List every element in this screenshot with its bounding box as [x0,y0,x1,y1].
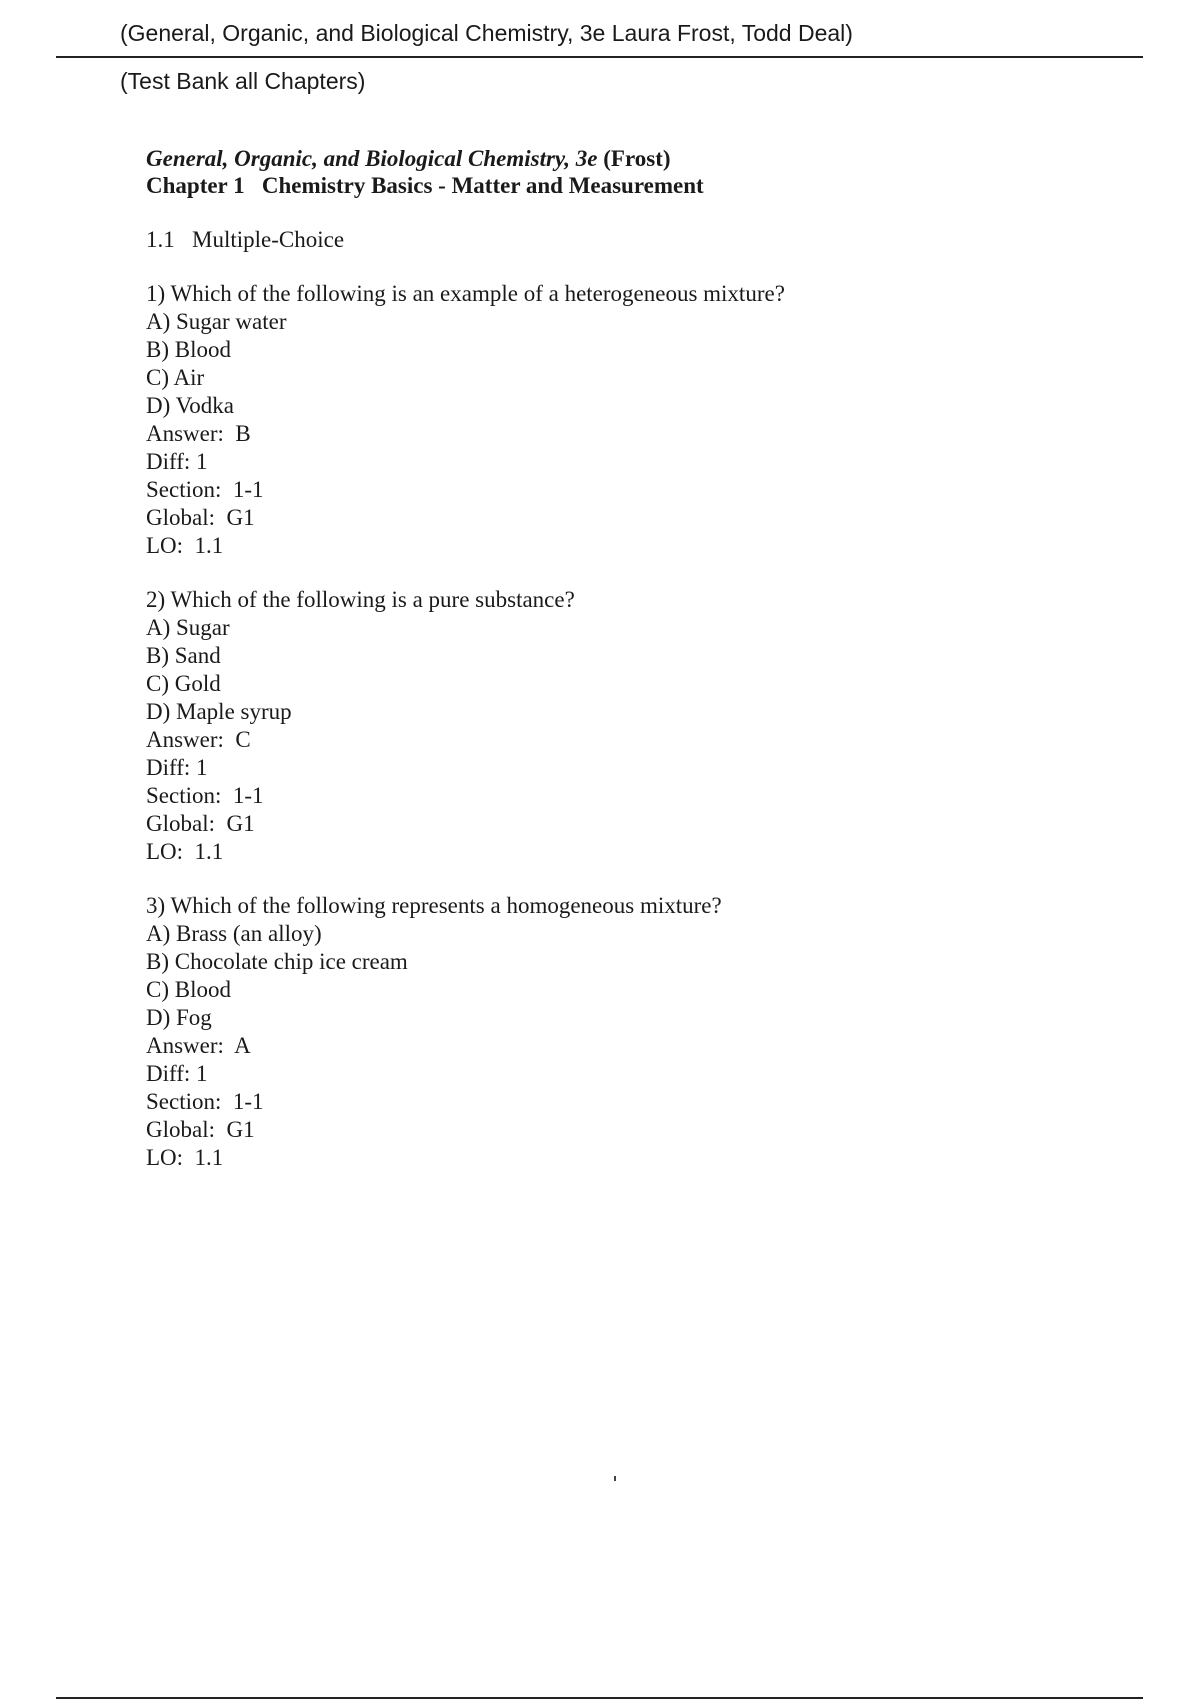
question-3 [146,892,1126,1172]
book-title-italic: General, Organic, and Biological Chemistry, 3e [146,146,598,171]
question-difficulty: Diff: 1 [146,449,208,474]
question-answer: Answer: C [146,727,251,752]
document-header-subtitle: (Test Bank all Chapters) [120,68,366,94]
answer-option: A) Brass (an alloy) [146,921,322,946]
test-bank-content [146,145,1126,1172]
question-section: Section: 1-1 [146,1089,264,1114]
answer-option: C) Blood [146,977,231,1002]
book-title [146,145,1126,172]
question-difficulty: Diff: 1 [146,1061,208,1086]
book-title-author: (Frost) [597,146,671,171]
question-prompt: 2) Which of the following is a pure substance? [146,587,575,612]
section-heading: 1.1 Multiple-Choice [146,227,345,252]
answer-option: C) Gold [146,671,221,696]
question-learning-objective: LO: 1.1 [146,533,224,558]
answer-option: D) Vodka [146,393,234,418]
question-2 [146,586,1126,866]
answer-option: B) Blood [146,337,231,362]
question-prompt: 1) Which of the following is an example of a heterogeneous mixture? [146,281,785,306]
header-divider [56,56,1143,58]
question-difficulty: Diff: 1 [146,755,208,780]
question-answer: Answer: A [146,1033,251,1058]
question-prompt: 3) Which of the following represents a homogeneous mixture? [146,893,722,918]
answer-option: C) Air [146,365,205,390]
chapter-title: Chapter 1 Chemistry Basics - Matter and Measurement [146,173,704,198]
question-1 [146,280,1126,560]
answer-option: A) Sugar [146,615,230,640]
question-section: Section: 1-1 [146,477,264,502]
question-section: Section: 1-1 [146,783,264,808]
question-learning-objective: LO: 1.1 [146,839,224,864]
question-answer: Answer: B [146,421,251,446]
question-learning-objective: LO: 1.1 [146,1145,224,1170]
question-global: Global: G1 [146,1117,255,1142]
footer-divider [56,1697,1143,1699]
answer-option: B) Chocolate chip ice cream [146,949,408,974]
stray-mark [614,1476,616,1481]
answer-option: A) Sugar water [146,309,287,334]
question-global: Global: G1 [146,811,255,836]
answer-option: B) Sand [146,643,221,668]
document-header-title: (General, Organic, and Biological Chemistry, 3e Laura Frost, Todd Deal) [120,20,853,46]
answer-option: D) Fog [146,1005,212,1030]
answer-option: D) Maple syrup [146,699,292,724]
question-global: Global: G1 [146,505,255,530]
